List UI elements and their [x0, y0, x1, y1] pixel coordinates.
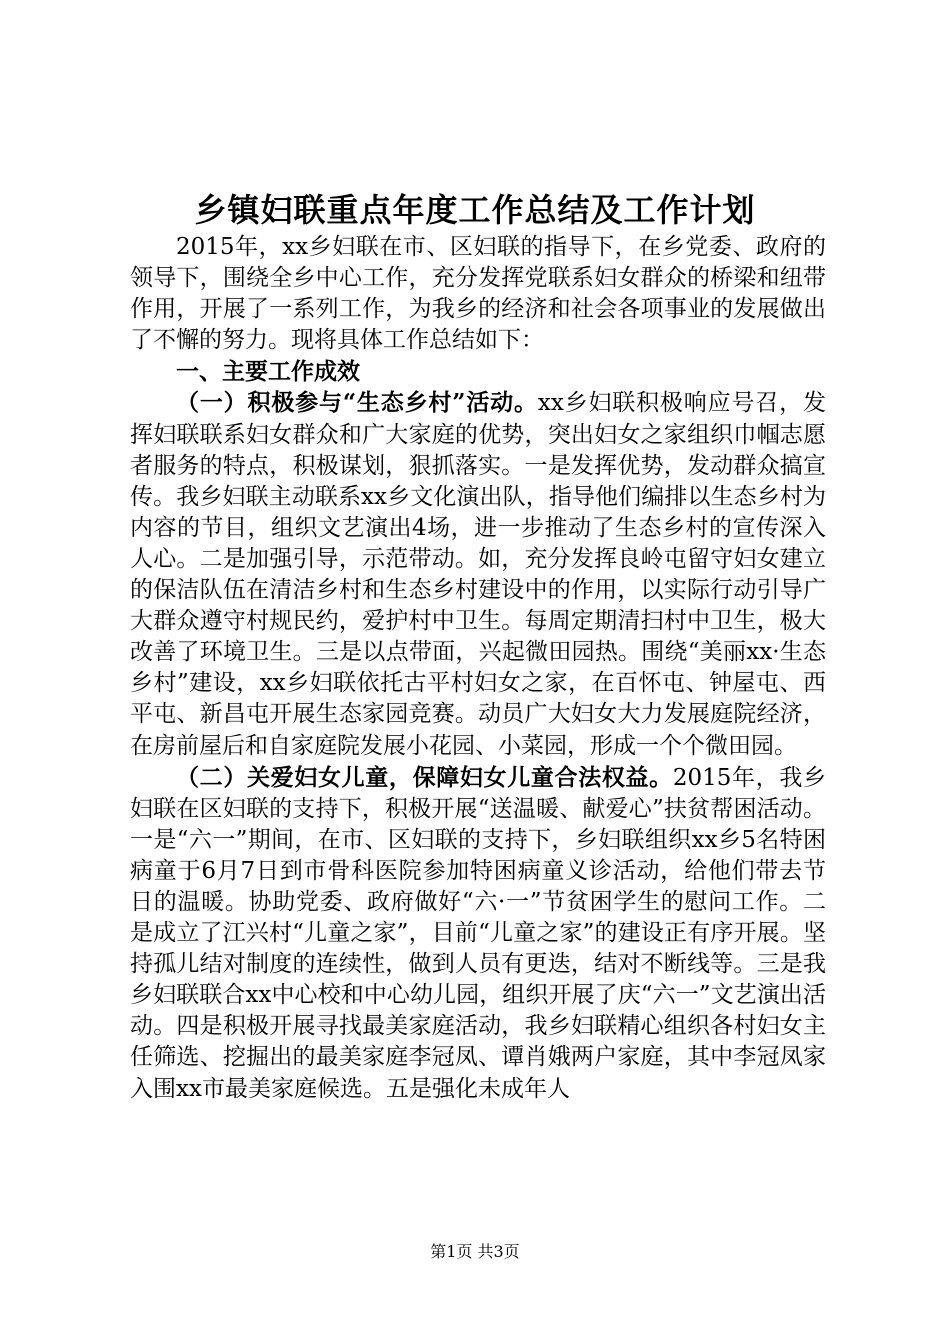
item2-lead: （二）关爱妇女儿童，保障妇女儿童合法权益。 [176, 763, 673, 791]
item1-body: xx乡妇联积极响应号召，发挥妇联联系妇女群众和广大家庭的优势，突出妇女之家组织巾帼志愿者服务的特点，积极谋划，狠抓落实。一是发挥优势，发动群众搞宣传。我乡妇联主动联系xx乡文化演出队，指导他们编排以生态乡村为内容的节目，组织文艺演出4场，进一步推动了生态乡村的宣传深入人心。二是加强引导，示范带动。如，充分发挥良岭屯留守妇女建立的保洁队伍在清洁乡村和生态乡村建设中的作用，以实际行动引导广大群众遵守村规民约，爱护村中卫生。每周定期清扫村中卫生，极大改善了环境卫生。三是以点带面，兴起微田园热。围绕“美丽xx·生态乡村”建设，xx乡妇联依托古平村妇女之家，在百怀屯、钟屋屯、西平屯、新昌屯开展生态家园竞赛。动员广大妇女大力发展庭院经济，在房前屋后和自家庭院发展小花园、小菜园，形成一个个微田园。 [130, 390, 826, 759]
intro-paragraph: 2015年，xx乡妇联在市、区妇联的指导下，在乡党委、政府的领导下，围绕全乡中心工作，充分发挥党联系妇女群众的桥梁和纽带作用，开展了一系列工作，为我乡的经济和社会各项事业的发展做出了不懈的努力。现将具体工作总结如下： [130, 234, 826, 354]
page-footer: 第1页 共3页 [430, 1242, 520, 1261]
item1-paragraph [130, 387, 826, 761]
document-title: 乡镇妇联重点年度工作总结及工作计划 [194, 191, 756, 229]
section-heading: 一、主要工作成效 [176, 358, 360, 386]
item2-paragraph [130, 762, 826, 1105]
item1-lead: （一）积极参与“生态乡村”活动。 [176, 389, 538, 417]
item2-body: 2015年，我乡妇联在区妇联的支持下，积极开展“送温暖、献爱心”扶贫帮困活动。一是“六一”期间，在市、区妇联的支持下，乡妇联组织xx乡5名特困病童于6月7日到市骨科医院参加特困病童义诊活动，给他们带去节日的温暖。协助党委、政府做好“六·一”节贫困学生的慰问工作。二是成立了江兴村“儿童之家”，目前“儿童之家”的建设正有序开展。坚持孤儿结对制度的连续性，做到人员有更迭，结对不断线等。三是我乡妇联联合xx中心校和中心幼儿园，组织开展了庆“六一”文艺演出活动。四是积极开展寻找最美家庭活动，我乡妇联精心组织各村妇女主任筛选、挖掘出的最美家庭李冠凤、谭肖娥两户家庭，其中李冠凤家入围xx市最美家庭候选。五是强化未成年人 [130, 764, 826, 1102]
document-body [130, 232, 826, 1105]
